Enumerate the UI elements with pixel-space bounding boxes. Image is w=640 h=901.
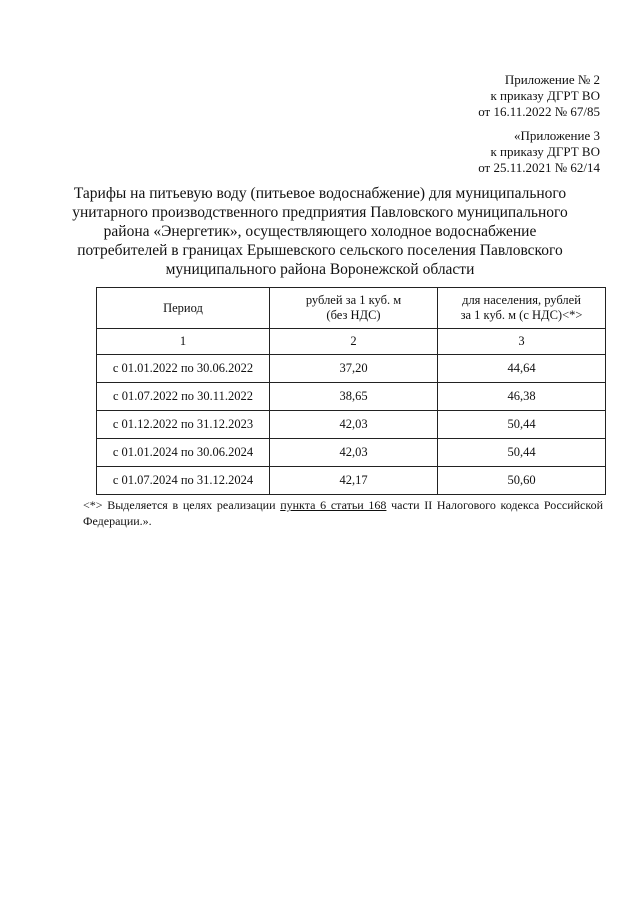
title-line: унитарного производственного предприятия Павловского муниципального <box>72 204 568 221</box>
document-title <box>60 184 580 279</box>
column-number: 2 <box>270 329 438 355</box>
population-price-cell: 50,44 <box>438 439 606 467</box>
title-line: Тарифы на питьевую воду (питьевое водоснабжение) для муниципального <box>73 185 567 202</box>
appendix-3-title: «Приложение 3 <box>513 128 600 143</box>
appendix-2-block <box>478 72 600 120</box>
appendix-3-block <box>478 128 600 176</box>
table-row <box>97 439 606 467</box>
footnote-suffix: части II Налогового кодекса Российской Федерации.». <box>83 498 604 528</box>
period-cell: с 01.07.2022 по 30.11.2022 <box>97 383 270 411</box>
population-price-cell: 50,60 <box>438 467 606 495</box>
header-price-population: для населения, рублей за 1 куб. м (с НДС)<*> <box>438 288 606 329</box>
table-row <box>97 467 606 495</box>
header-price-no-vat: рублей за 1 куб. м (без НДС) <box>270 288 438 329</box>
period-cell: с 01.01.2024 по 30.06.2024 <box>97 439 270 467</box>
column-number: 1 <box>97 329 270 355</box>
table-row <box>97 383 606 411</box>
appendix-2-order: к приказу ДГРТ ВО <box>490 88 600 103</box>
appendix-3-order: к приказу ДГРТ ВО <box>490 144 600 159</box>
price-cell: 37,20 <box>270 355 438 383</box>
column-number: 3 <box>438 329 606 355</box>
appendix-2-date: от 16.11.2022 № 67/85 <box>478 104 600 119</box>
header-period: Период <box>97 288 270 329</box>
period-cell: с 01.01.2022 по 30.06.2022 <box>97 355 270 383</box>
title-line: района «Энергетик», осуществляющего холодное водоснабжение <box>103 223 537 240</box>
population-price-cell: 50,44 <box>438 411 606 439</box>
price-cell: 42,17 <box>270 467 438 495</box>
table-row <box>97 355 606 383</box>
title-line: муниципального района Воронежской области <box>165 261 475 278</box>
period-cell: с 01.07.2024 по 31.12.2024 <box>97 467 270 495</box>
title-line: потребителей в границах Ерышевского сельского поселения Павловского <box>77 242 563 259</box>
table-row <box>97 411 606 439</box>
tariff-table <box>96 287 606 495</box>
period-cell: с 01.12.2022 по 31.12.2023 <box>97 411 270 439</box>
footnote-prefix: <*> Выделяется в целях реализации <box>83 498 281 512</box>
appendix-3-date: от 25.11.2021 № 62/14 <box>478 160 600 175</box>
table-header-row <box>97 288 606 329</box>
price-cell: 42,03 <box>270 411 438 439</box>
population-price-cell: 44,64 <box>438 355 606 383</box>
footnote <box>83 497 603 529</box>
column-number-row <box>97 329 606 355</box>
appendix-2-title: Приложение № 2 <box>504 72 600 87</box>
population-price-cell: 46,38 <box>438 383 606 411</box>
price-cell: 38,65 <box>270 383 438 411</box>
price-cell: 42,03 <box>270 439 438 467</box>
footnote-law-link[interactable]: пункта 6 статьи 168 <box>280 498 387 512</box>
